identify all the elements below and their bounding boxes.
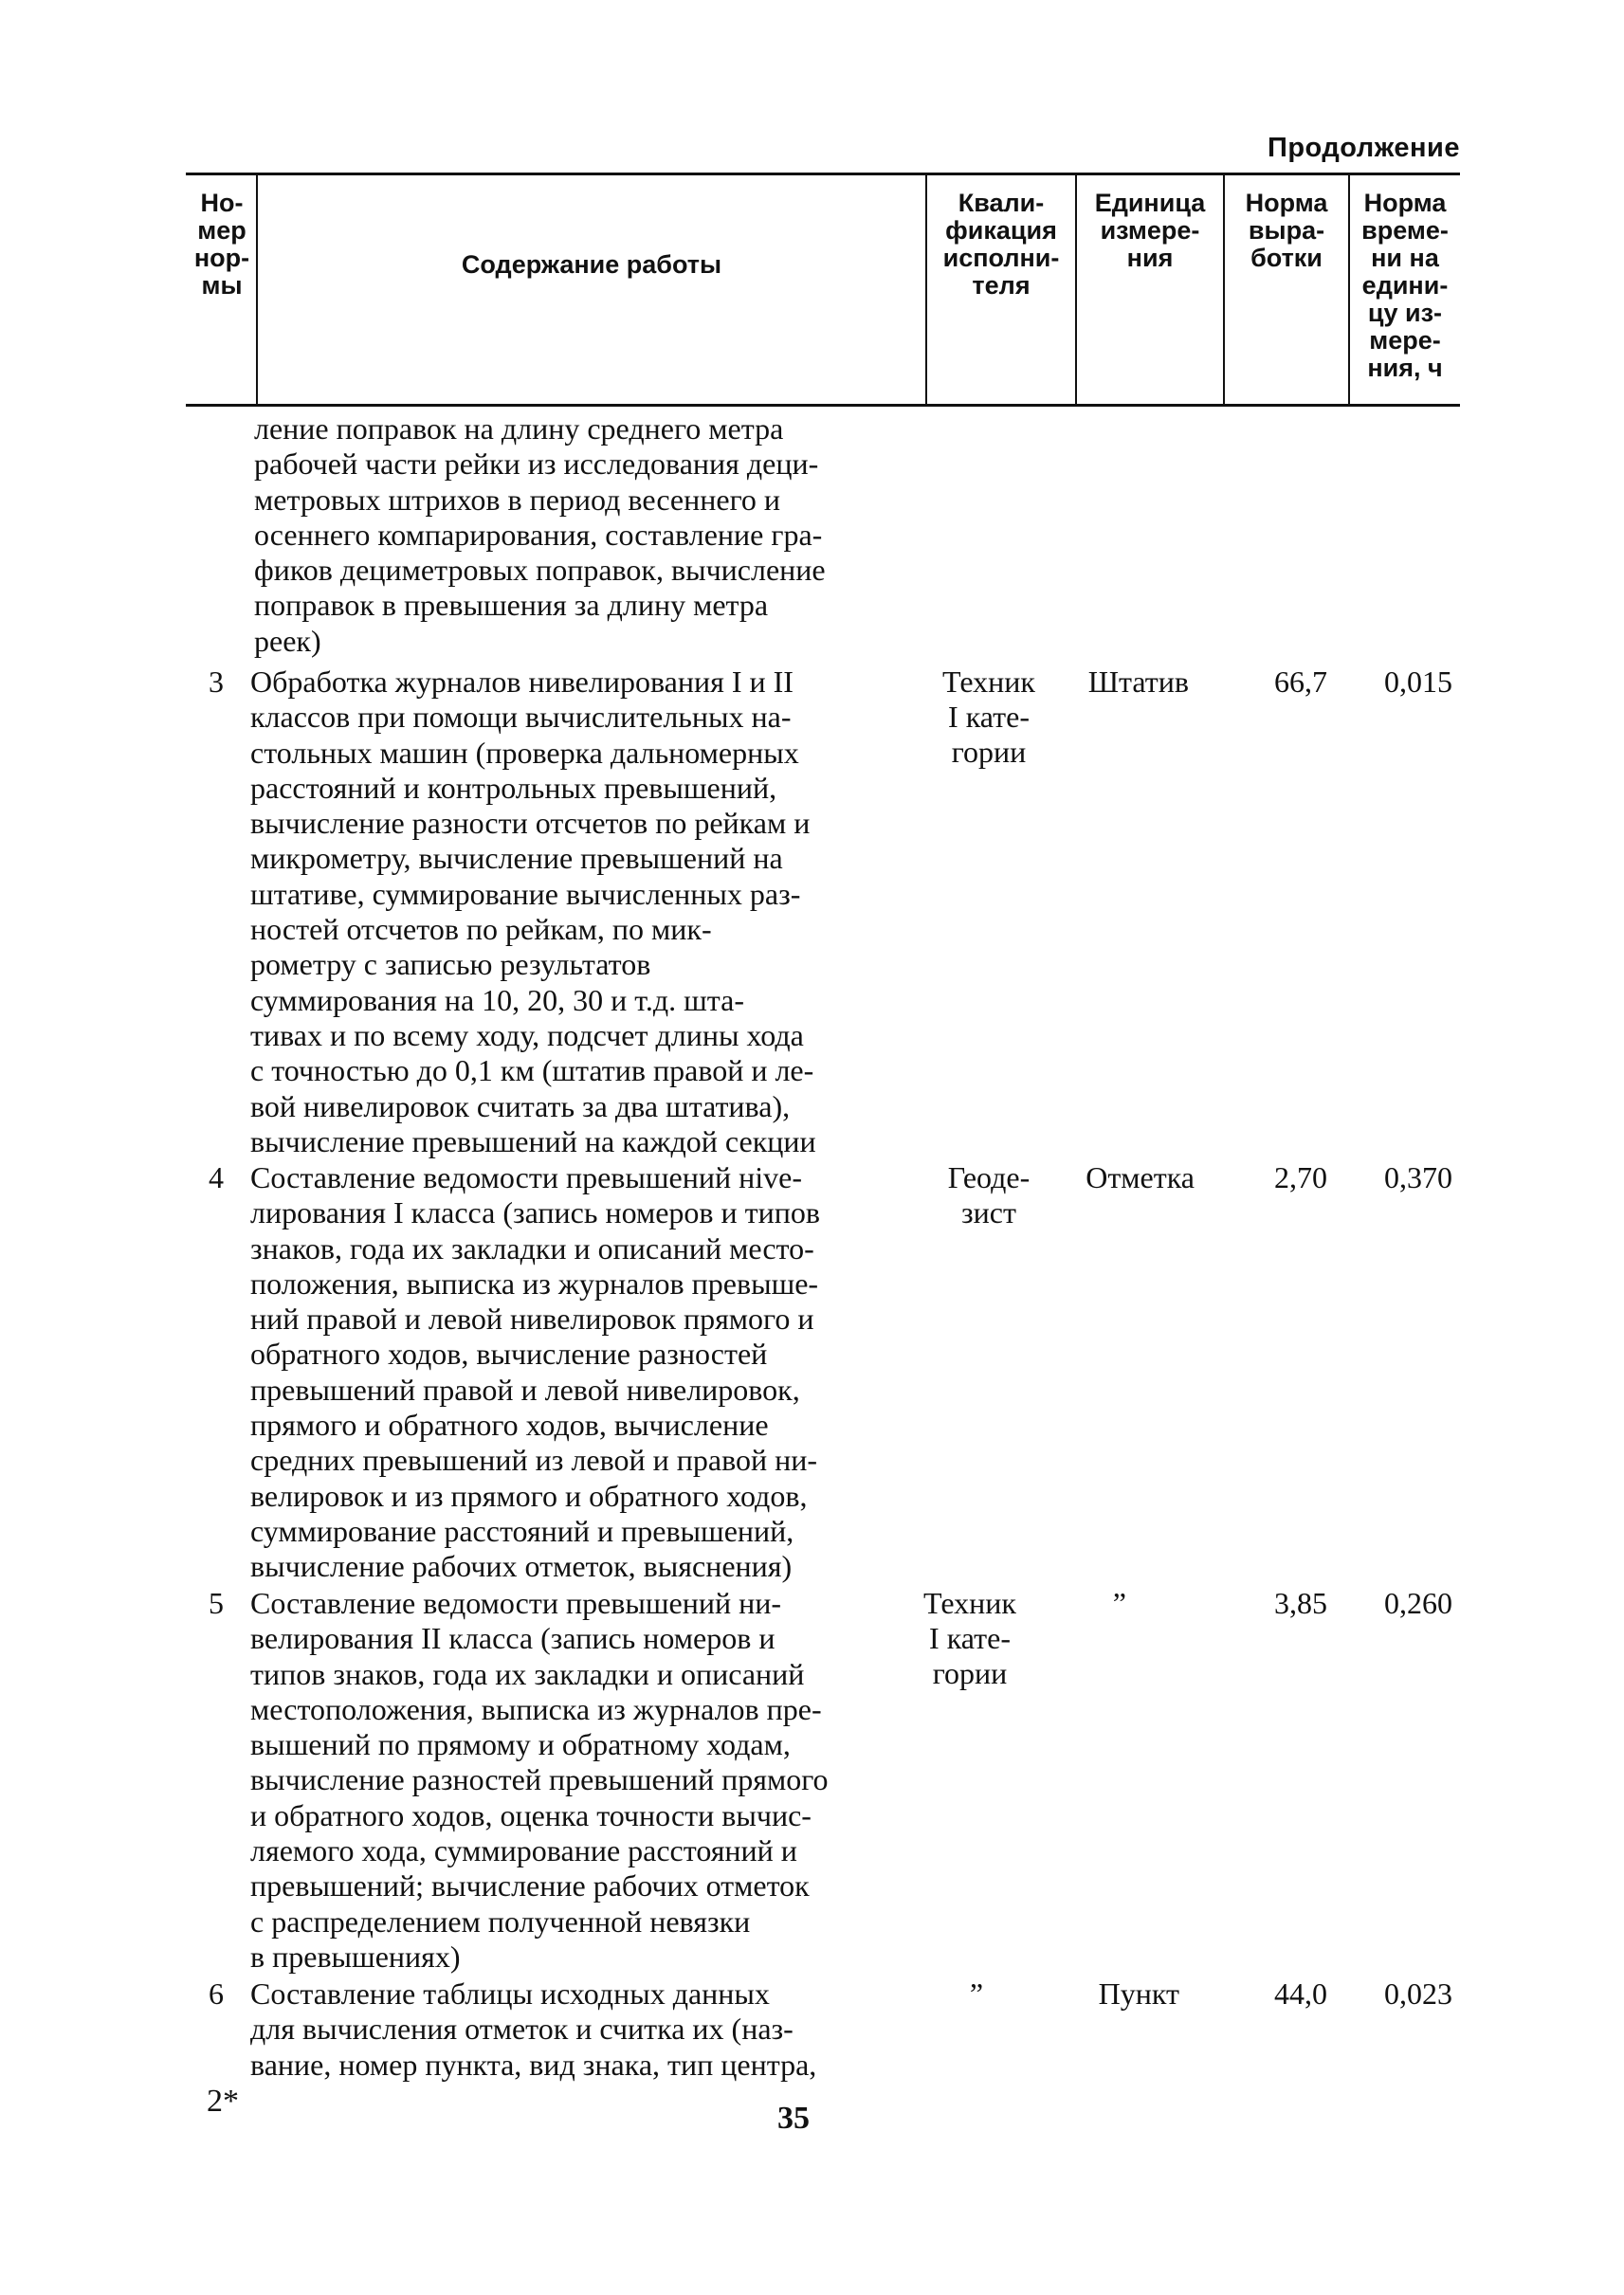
- header-qualification: Квали- фикация исполни- теля: [942, 189, 1060, 300]
- row-unit: Пункт: [1098, 1976, 1179, 2011]
- row-unit: Отметка: [1086, 1160, 1195, 1194]
- row-number: 6: [209, 1976, 224, 2011]
- header-divider-1: [256, 174, 258, 404]
- row-content: Составление таблицы исходных данных для вычисления отметок и считка их (наз- вание, номер пункта, вид знака, тип центра,: [250, 1976, 817, 2082]
- row-time-norm: 0,260: [1384, 1586, 1452, 1620]
- row-qualification: ”: [969, 1976, 984, 2011]
- header-unit: Единица измере- ния: [1094, 189, 1206, 272]
- row-number: 3: [209, 665, 224, 699]
- row-content: Обработка журналов нивелирования I и II классов при помощи вычислительных на- стольных машин (проверка дальномерных расстояний и контрольных превышений, вычисление разности отсчетов по рейкам и микрометру, вычисление превышений на штативе, суммирование вычисленных раз- ностей отсчетов по рейкам, по мик- рометру с записью результатов суммирования на 10, 20, 30 и т.д. шта- тивах и по всему ходу, подсчет длины хода с точностью до 0,1 км (штатив правой и ле- вой нивелировок считать за два штатива), вычисление превышений на каждой секции: [250, 665, 816, 1158]
- header-number: Но- мер нор- мы: [193, 189, 250, 300]
- signature-mark: 2*: [207, 2084, 239, 2119]
- row-qualification: Геоде- зист: [947, 1160, 1031, 1229]
- row-number: 4: [209, 1160, 224, 1194]
- row-qualification: Техник I кате- гории: [942, 665, 1035, 769]
- row-output-norm: 44,0: [1274, 1976, 1327, 2011]
- row-output-norm: 3,85: [1274, 1586, 1327, 1620]
- row-output-norm: 66,7: [1274, 665, 1327, 699]
- header-content: Содержание работы: [461, 250, 722, 279]
- header-time-norm: Норма време- ни на едини- цу из- мере- ния, ч: [1361, 189, 1449, 382]
- row-time-norm: 0,370: [1384, 1160, 1452, 1194]
- row-unit: ”: [1112, 1586, 1126, 1620]
- row-number: 5: [209, 1586, 224, 1620]
- table-top-rule: [186, 173, 1460, 175]
- row-content: Составление ведомости превышений ни- велирования II класса (запись номеров и типов знаков, года их закладки и описаний местоположения, выписка из журналов пре- вышений по прямому и обратному ходам, вычисление разностей превышений прямого и обратного ходов, оценка точности вычис- ляемого хода, суммирование расстояний и превышений; вычисление рабочих отметок с распределением полученной невязки в превышениях): [250, 1586, 829, 1974]
- header-output-norm: Норма выра- ботки: [1245, 189, 1328, 272]
- continued-text: ление поправок на длину среднего метра рабочей части рейки из исследования деци- метровых штрихов в период весеннего и осеннего компарирования, составление гра- фиков дециметровых поправок, вычисление поправок в превышения за длину метра реек): [254, 411, 826, 658]
- row-qualification: Техник I кате- гории: [923, 1586, 1016, 1690]
- row-time-norm: 0,015: [1384, 665, 1452, 699]
- row-content: Составление ведомости превышений нive- лирования I класса (запись номеров и типов знаков, года их закладки и описаний место- положения, выписка из журналов превыше- ний правой и левой нивелировок прямого и обратного ходов, вычисление разностей превышений правой и левой нивелировок, прямого и обратного ходов, вычисление средних превышений из левой и правой ни- велировок и из прямого и обратного ходов, суммирование расстояний и превышений, вычисление рабочих отметок, выяснения): [250, 1160, 820, 1584]
- row-time-norm: 0,023: [1384, 1976, 1452, 2011]
- page-number: 35: [777, 2101, 810, 2136]
- row-output-norm: 2,70: [1274, 1160, 1327, 1194]
- continuation-label: Продолжение: [1268, 133, 1460, 163]
- table-header-bottom-rule: [186, 404, 1460, 407]
- row-unit: Штатив: [1087, 665, 1189, 699]
